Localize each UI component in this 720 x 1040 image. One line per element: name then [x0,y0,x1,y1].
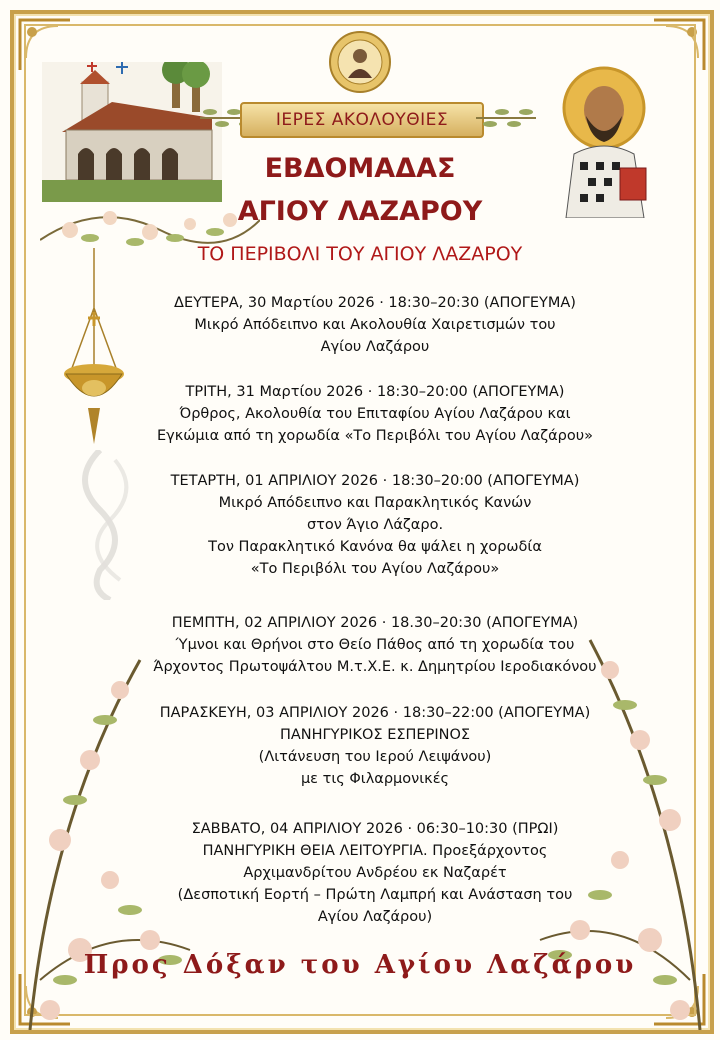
event-thursday [110,612,640,678]
event-line: στον Άγιο Λάζαρο. [306,517,444,533]
event-header: ΤΕΤΑΡΤΗ, 01 ΑΠΡΙΛΙΟΥ 2026 · 18:30–20:00 (ΑΠΟΓΕΥΜΑ) [170,473,580,489]
event-header: ΣΑΒΒΑΤΟ, 04 ΑΠΡΙΛΙΟΥ 2026 · 06:30–10:30 (ΠΡΩΙ) [191,821,559,837]
services-banner [240,102,484,138]
event-line: (Λιτάνευση του Ιερού Λειψάνου) [258,749,492,765]
event-line: Εγκώμια από τη χορωδία «Το Περιβόλι του Αγίου Λαζάρου» [157,428,593,444]
event-line: Τον Παρακλητικό Κανόνα θα ψάλει η χορωδία [208,539,542,555]
event-line: «Το Περιβόλι του Αγίου Λαζάρου» [250,561,500,577]
saint-icon-image [552,58,662,218]
title-line-1: ΕΒΔΟΜΑΔΑΣ [264,153,456,184]
event-monday [110,292,640,358]
event-line: Ύμνοι και Θρήνοι στο Θείο Πάθος από τη χορωδία του [175,637,575,653]
event-header: ΠΕΜΠΤΗ, 02 ΑΠΡΙΛΙΟΥ 2026 · 18.30–20:30 (ΑΠΟΓΕΥΜΑ) [171,615,579,631]
event-header: ΠΑΡΑΣΚΕΥΗ, 03 ΑΠΡΙΛΙΟΥ 2026 · 18:30–22:00 (ΑΠΟΓΕΥΜΑ) [159,705,591,721]
event-line: ΠΑΝΗΓΥΡΙΚΟΣ ΕΣΠΕΡΙΝΟΣ [279,727,471,743]
event-friday [110,702,640,790]
laurel-branch-icon [476,104,536,132]
event-line: Αγίου Λαζάρου [320,339,430,355]
title-line-2: ΑΓΙΟΥ ΛΑΖΑΡΟΥ [237,196,483,227]
event-line: με τις Φιλαρμονικές [300,771,450,787]
event-header: ΤΡΙΤΗ, 31 Μαρτίου 2026 · 18:30–20:00 (ΑΠΟΓΕΥΜΑ) [185,384,565,400]
event-line: Άρχοντος Πρωτοψάλτου Μ.τ.Χ.Ε. κ. Δημητρίου Ιεροδιακόνου [153,659,597,675]
event-saturday [110,818,640,928]
event-line: Μικρό Απόδειπνο και Ακολουθία Χαιρετισμών του [194,317,556,333]
event-line: Όρθρος, Ακολουθία του Επιταφίου Αγίου Λαζάρου και [179,406,571,422]
event-line: (Δεσποτική Εορτή – Πρώτη Λαμπρή και Ανάσταση του [177,887,573,903]
banner-label: ΙΕΡΕΣ ΑΚΟΛΟΥΘΙΕΣ [275,110,449,130]
event-line: Αγίου Λαζάρου) [317,909,433,925]
event-line: Αρχιμανδρίτου Ανδρέου εκ Ναζαρέτ [243,865,507,881]
event-line: Μικρό Απόδειπνο και Παρακλητικός Κανών [218,495,532,511]
event-wednesday [110,470,640,580]
seal-icon [328,30,392,94]
event-tuesday [110,381,640,447]
subtitle: ΤΟ ΠΕΡΙΒΟΛΙ ΤΟΥ ΑΓΙΟΥ ΛΑΖΑΡΟΥ [197,243,523,265]
event-line: ΠΑΝΗΓΥΡΙΚΗ ΘΕΙΑ ΛΕΙΤΟΥΡΓΙΑ. Προεξάρχοντος [202,843,548,859]
footer-motto: Προς Δόξαν του Αγίου Λαζάρου [83,950,637,980]
event-header: ΔΕΥΤΕΡΑ, 30 Μαρτίου 2026 · 18:30–20:30 (ΑΠΟΓΕΥΜΑ) [174,295,576,311]
